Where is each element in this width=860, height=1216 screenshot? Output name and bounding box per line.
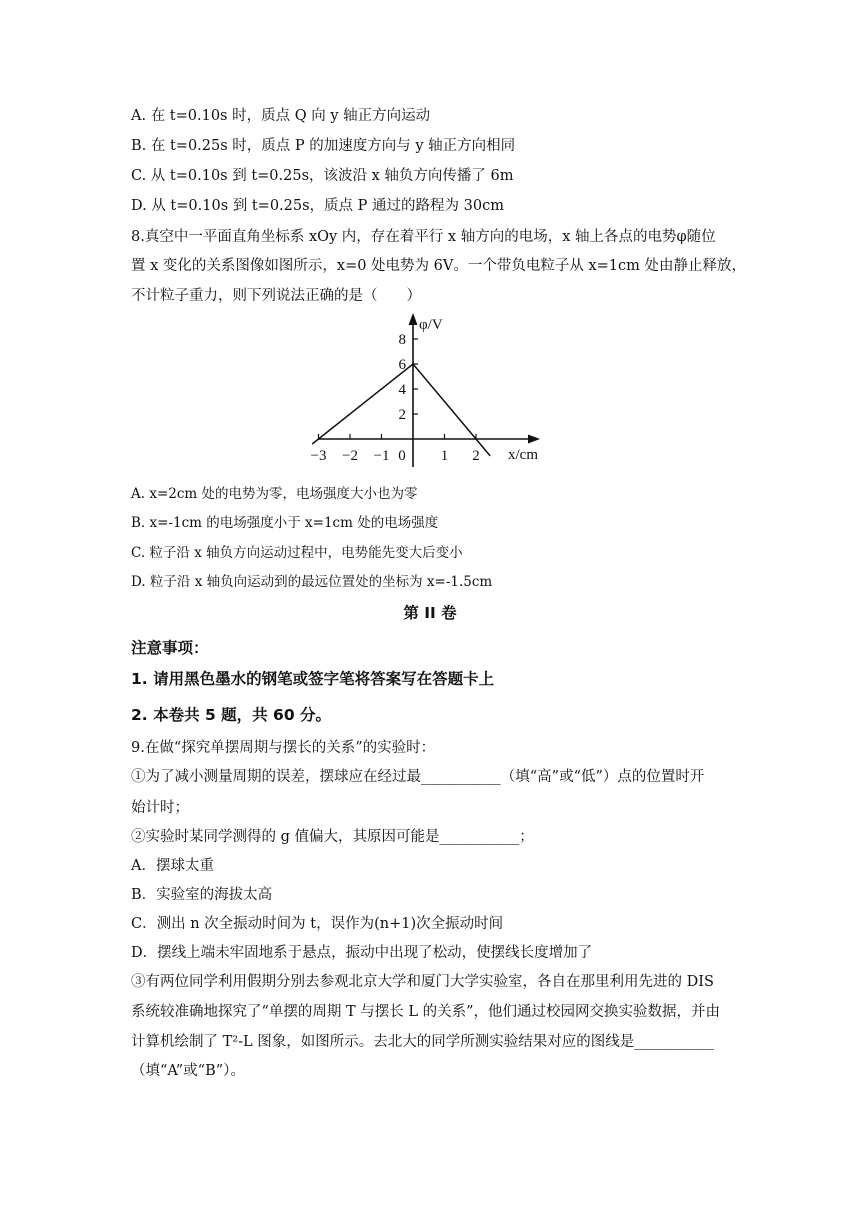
q9-line-9: ③有两位同学利用假期分别去参观北京大学和厦门大学实验室，各自在那里利用先进的 DIS (131, 974, 714, 990)
x-tick-label: 1 (440, 448, 449, 464)
q8-option-b: B. x=-1cm 的电场强度小于 x=1cm 处的电场强度 (131, 515, 439, 531)
q8-option-d: D. 粒子沿 x 轴负向运动到的最远位置处的坐标为 x=-1.5cm (131, 574, 493, 590)
q9-line-2: ①为了减小测量周期的误差，摆球应在经过最___________（填“高”或“低”）点的位置时开 (131, 769, 705, 785)
x-tick-label: −2 (342, 448, 358, 464)
section-title: 第 II 卷 (403, 604, 457, 622)
x-tick-label: 2 (472, 448, 480, 464)
y-tick-label: 4 (398, 382, 406, 398)
y-axis (409, 313, 418, 467)
q7-option-b: B. 在 t=0.25s 时，质点 P 的加速度方向与 y 轴正方向相同 (131, 138, 516, 154)
notice-item-1: 1. 请用黑色墨水的钢笔或签字笔将答案写在答题卡上 (131, 670, 495, 688)
data-point (318, 438, 320, 440)
data-point (412, 363, 414, 365)
q9-line-10: 系统较准确地探究了“单摆的周期 T 与摆长 L 的关系”，他们通过校园网交换实验数据，并由 (131, 1004, 721, 1020)
y-tick-label: 2 (398, 407, 406, 423)
x-tick-label: −3 (310, 448, 327, 464)
q7-option-a: A. 在 t=0.10s 时，质点 Q 向 y 轴正方向运动 (131, 108, 431, 124)
q8-option-a: A. x=2cm 处的电势为零，电场强度大小也为零 (131, 486, 418, 502)
data-point (475, 438, 477, 440)
y-tick-label: 6 (398, 357, 406, 373)
x-tick-label: −1 (373, 448, 390, 464)
x-tick-label: 0 (398, 448, 406, 464)
q9-option-b: B．实验室的海拔太高 (131, 887, 273, 903)
x-axis (318, 435, 540, 444)
y-tick-label: 8 (398, 332, 406, 348)
q9-option-d: D．摆线上端未牢固地系于悬点，振动中出现了松动，使摆线长度增加了 (131, 945, 593, 961)
q8-stem-line-3: 不计粒子重力，则下列说法正确的是（ ） (131, 288, 421, 304)
q9-line-3: 始计时； (131, 800, 189, 816)
q9-line-1: 9.在做“探究单摆周期与摆长的关系”的实验时： (131, 740, 436, 756)
q9-line-11: 计算机绘制了 T²-L 图象，如图所示。去北大的同学所测实验结果对应的图线是___________ (131, 1034, 714, 1050)
q8-option-c: C. 粒子沿 x 轴负方向运动过程中，电势能先变大后变小 (131, 545, 463, 561)
q9-option-c: C．测出 n 次全振动时间为 t，误作为(n+1)次全振动时间 (131, 916, 504, 932)
y-axis-label: φ/V (419, 317, 443, 333)
q9-line-4: ②实验时某同学测得的 g 值偏大，其原因可能是___________； (131, 829, 534, 845)
potential-graph (300, 305, 560, 470)
q8-stem-line-2: 置 x 变化的关系图像如图所示，x=0 处电势为 6V。一个带负电粒子从 x=1cm 处由静止释放， (131, 258, 747, 274)
q7-option-d: D. 从 t=0.10s 到 t=0.25s，质点 P 通过的路程为 30cm (131, 198, 504, 214)
q9-option-a: A．摆球太重 (131, 858, 214, 874)
q8-stem-line-1: 8.真空中一平面直角坐标系 xOy 内，存在着平行 x 轴方向的电场，x 轴上各点的电势φ随位 (131, 229, 716, 245)
x-axis-label: x/cm (508, 447, 538, 463)
q9-line-12: （填“A”或“B”）。 (131, 1063, 245, 1079)
notice-heading: 注意事项： (131, 639, 209, 657)
q7-option-c: C. 从 t=0.10s 到 t=0.25s，该波沿 x 轴负方向传播了 6m (131, 168, 514, 184)
notice-item-2: 2. 本卷共 5 题，共 60 分。 (131, 706, 332, 724)
